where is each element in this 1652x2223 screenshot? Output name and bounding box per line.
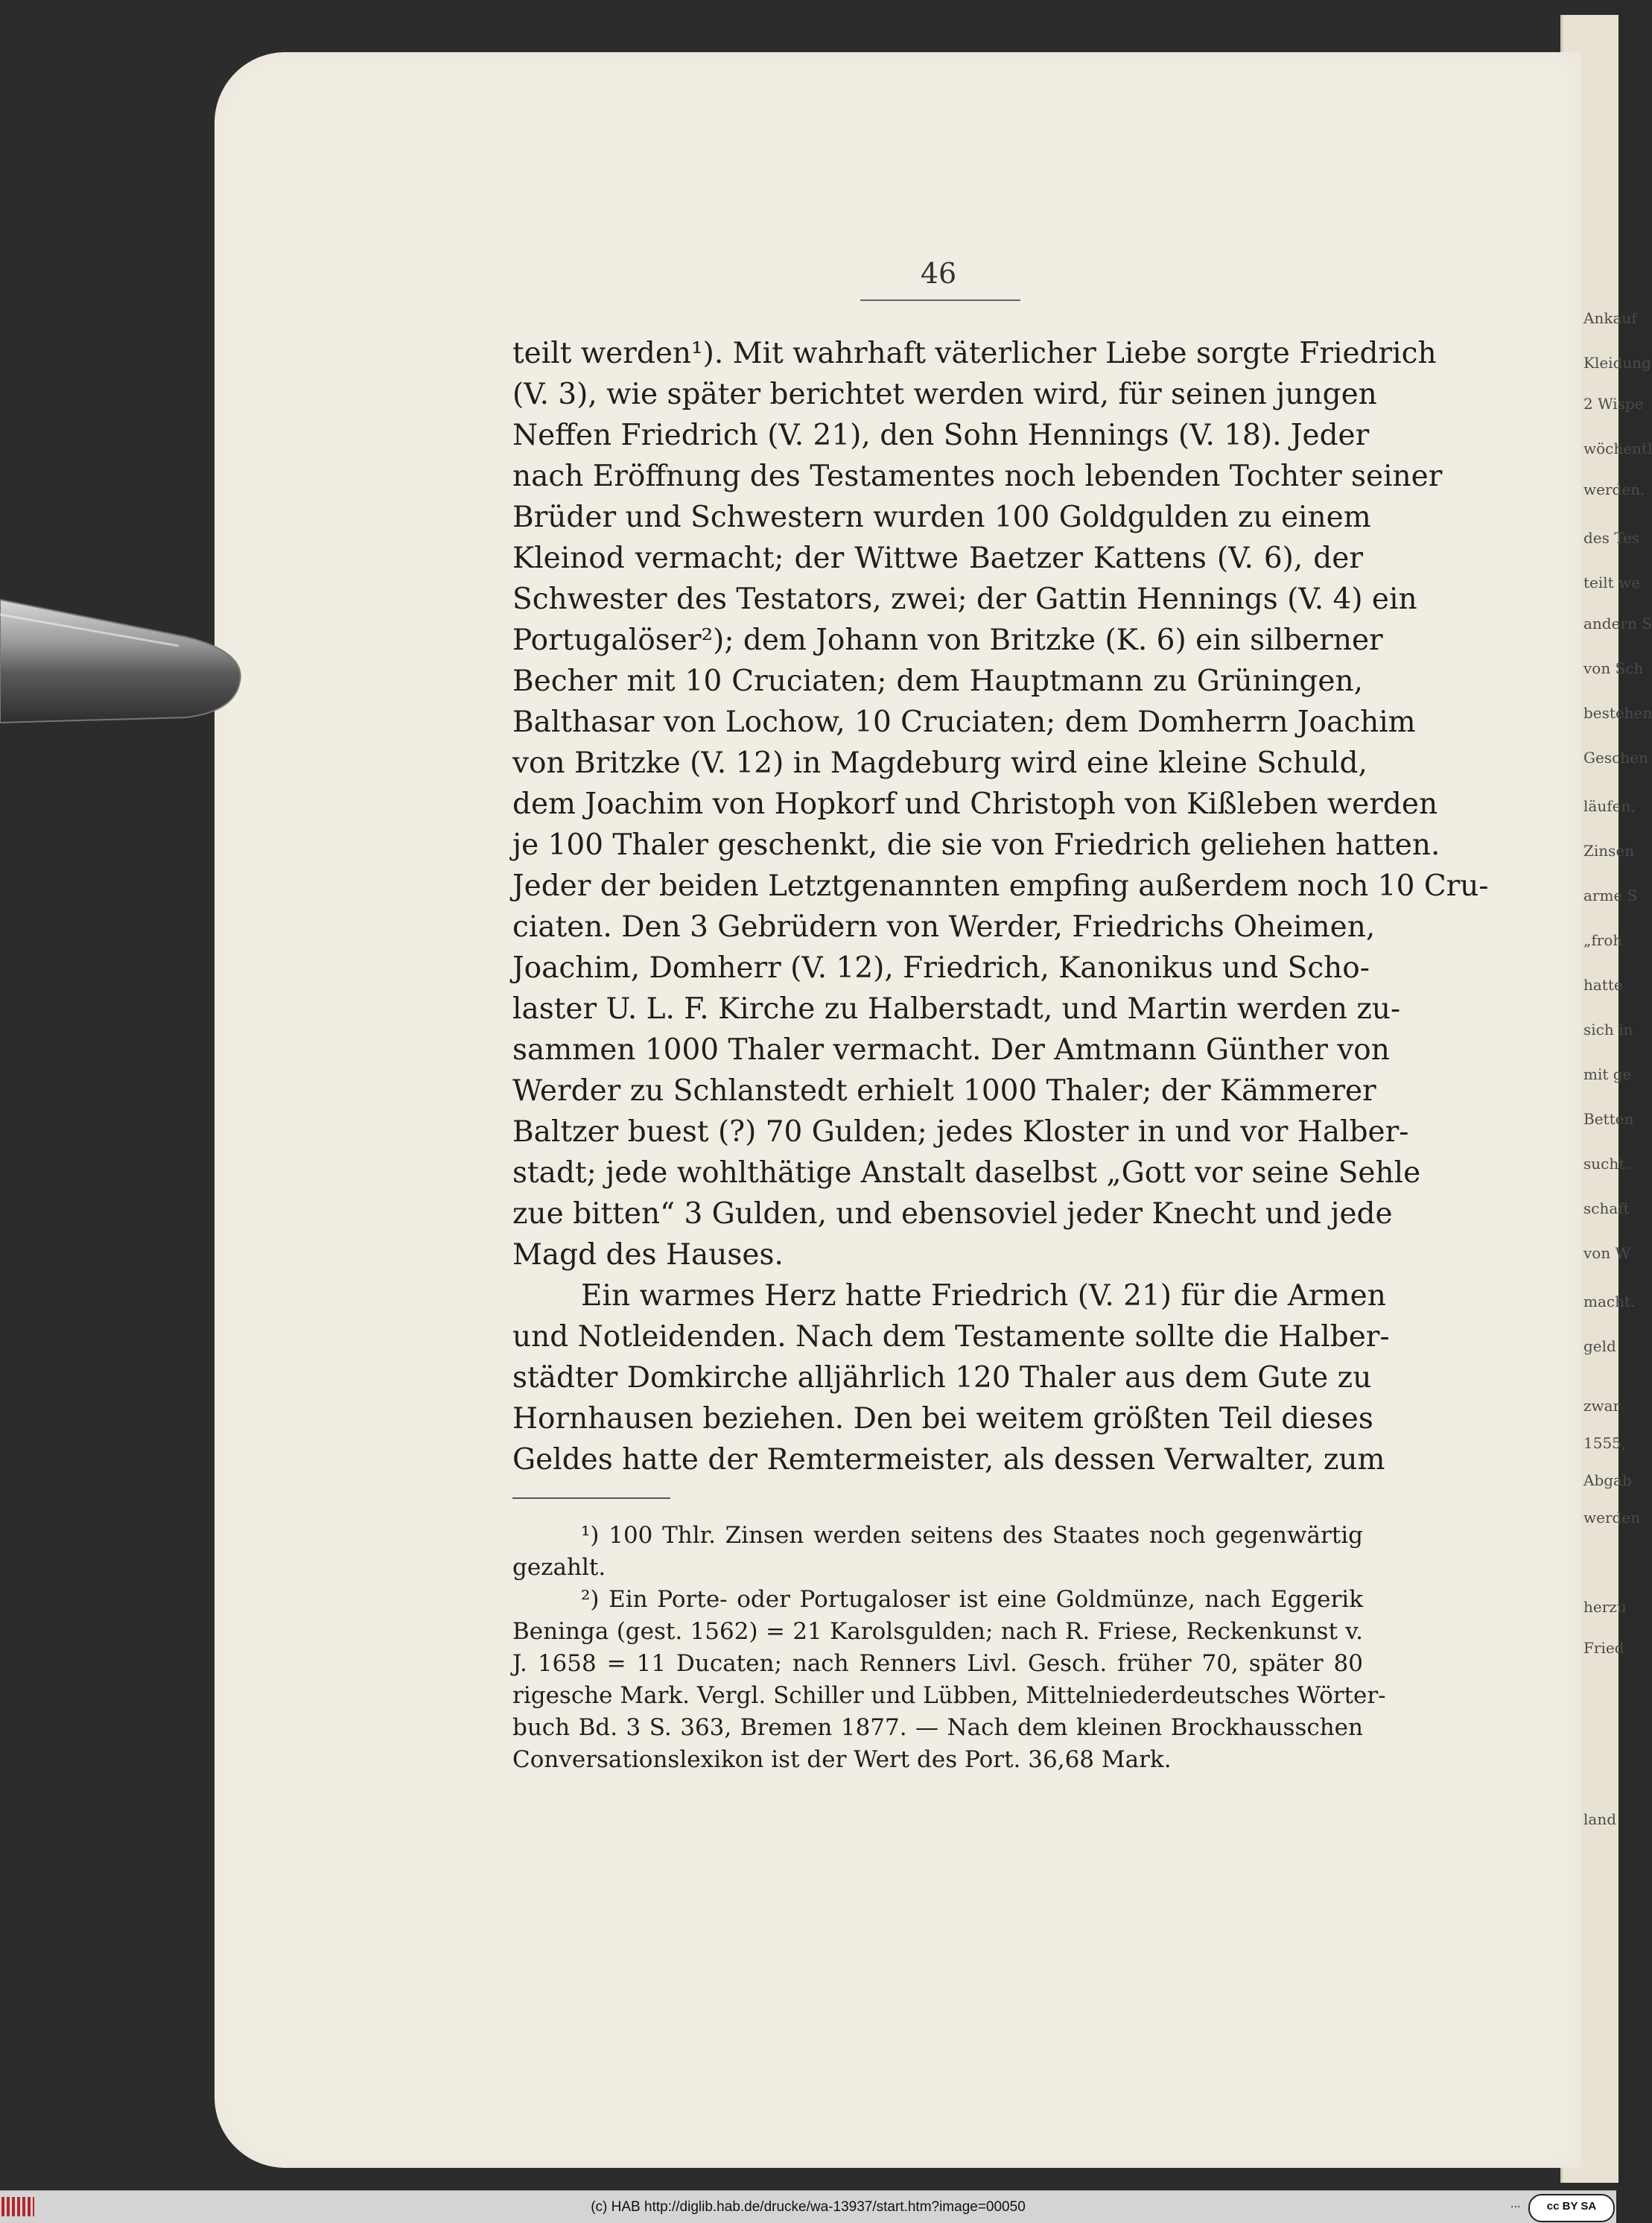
margin-fragment: Betten — [1583, 1110, 1634, 1128]
footnote-line: ¹) 100 Thlr. Zinsen werden seitens des Staates noch gegenwärtig — [581, 1522, 1363, 1549]
text-line: sammen 1000 Thaler vermacht. Der Amtmann Günther von — [512, 1033, 1390, 1067]
footnote-line: gezahlt. — [512, 1554, 606, 1581]
viewer-footer-bar — [0, 2190, 1616, 2223]
margin-fragment: 1555, — [1583, 1434, 1627, 1452]
body-text — [512, 333, 1489, 1480]
margin-fragment: land — [1583, 1810, 1617, 1828]
text-line: Ein warmes Herz hatte Friedrich (V. 21) für die Armen — [581, 1279, 1386, 1313]
text-line: städter Domkirche alljährlich 120 Thaler aus dem Gute zu — [512, 1361, 1372, 1395]
text-line: Becher mit 10 Cruciaten; dem Hauptmann zu Grüningen, — [512, 665, 1363, 698]
margin-fragment: teilt we — [1583, 574, 1641, 592]
footnote-line: rigesche Mark. Vergl. Schiller und Lübben, Mittelniederdeutsches Wörter- — [512, 1682, 1386, 1709]
text-line: Neffen Friedrich (V. 21), den Sohn Hennings (V. 18). Jeder — [512, 419, 1370, 452]
margin-fragment: Ankauf — [1583, 309, 1637, 327]
margin-fragment: von W — [1583, 1244, 1631, 1262]
page-number: 46 — [920, 257, 957, 290]
margin-fragment: arme S — [1583, 887, 1638, 904]
text-line: laster U. L. F. Kirche zu Halberstadt, und Martin werden zu- — [512, 992, 1401, 1026]
margin-fragment: werden — [1583, 1509, 1641, 1526]
margin-fragment: „froh — [1583, 931, 1623, 949]
footnotes — [512, 1520, 1386, 1776]
text-line: Magd des Hauses. — [512, 1238, 784, 1272]
margin-fragment: wöchentl — [1583, 440, 1652, 457]
text-line: nach Eröffnung des Testamentes noch lebenden Tochter seiner — [512, 460, 1443, 493]
text-line: stadt; jede wohlthätige Anstalt daselbst „Gott vor seine Sehle — [512, 1156, 1421, 1190]
text-line: teilt werden¹). Mit wahrhaft väterlicher Liebe sorgte Friedrich — [512, 337, 1437, 370]
margin-fragment: zwar — [1583, 1397, 1621, 1415]
text-line: (V. 3), wie später berichtet werden wird, für seinen jungen — [512, 378, 1377, 411]
margin-fragment: mit ge — [1583, 1065, 1632, 1083]
margin-fragment: 2 Wispe — [1583, 395, 1644, 413]
page-holder-clip — [0, 592, 244, 730]
copyright-link[interactable]: (c) HAB http://diglib.hab.de/drucke/wa-13937/start.htm?image=00050 — [591, 2199, 1026, 2215]
margin-fragment: geld — [1583, 1337, 1616, 1355]
text-line: Balthasar von Lochow, 10 Cruciaten; dem Domherrn Joachim — [512, 705, 1416, 739]
text-line: ciaten. Den 3 Gebrüdern von Werder, Friedrichs Oheimen, — [512, 910, 1376, 944]
footnote-line: ²) Ein Porte- oder Portugaloser ist eine Goldmünze, nach Eggerik — [581, 1586, 1363, 1613]
text-line: Joachim, Domherr (V. 12), Friedrich, Kanonikus und Scho- — [512, 951, 1370, 985]
text-line: zue bitten“ 3 Gulden, und ebensoviel jeder Knecht und jede — [512, 1197, 1393, 1231]
text-line: Schwester des Testators, zwei; der Gattin Hennings (V. 4) ein — [512, 583, 1417, 616]
footnote-line: Conversationslexikon ist der Wert des Port. 36,68 Mark. — [512, 1746, 1172, 1773]
text-line: Jeder der beiden Letztgenannten empfing außerdem noch 10 Cru- — [512, 869, 1489, 903]
margin-fragment: sich in — [1583, 1021, 1633, 1038]
text-line: dem Joachim von Hopkorf und Christoph von Kißleben werden — [512, 787, 1438, 821]
margin-fragment: Fried — [1583, 1639, 1624, 1657]
text-line: von Britzke (V. 12) in Magdeburg wird eine kleine Schuld, — [512, 746, 1367, 780]
margin-fragment: von Sch — [1583, 659, 1644, 677]
footnote-rule — [512, 1497, 670, 1499]
margin-fragment: hatte — [1583, 976, 1623, 994]
margin-fragment: andern S — [1583, 615, 1652, 632]
page-number-rule — [860, 299, 1020, 301]
footnote-line: J. 1658 = 11 Ducaten; nach Renners Livl. Gesch. früher 70, später 80 — [512, 1650, 1363, 1677]
margin-fragment: macht. — [1583, 1293, 1636, 1310]
footnote-line: Beninga (gest. 1562) = 21 Karolsgulden; nach R. Friese, Reckenkunst v. — [512, 1618, 1363, 1645]
cc-license-badge[interactable]: cc BY SA — [1528, 2194, 1615, 2222]
clip-shape — [0, 592, 244, 730]
margin-fragment: schaft — [1583, 1199, 1630, 1217]
more-dots: ... — [1510, 2198, 1521, 2210]
margin-fragment: Geschen — [1583, 749, 1648, 767]
text-line: Werder zu Schlanstedt erhielt 1000 Thaler; der Kämmerer — [512, 1074, 1376, 1108]
margin-fragment: Abgab — [1583, 1471, 1632, 1489]
text-line: Geldes hatte der Remtermeister, als dessen Verwalter, zum — [512, 1443, 1385, 1477]
margin-fragment: bestehen — [1583, 704, 1652, 722]
margin-fragment: werden. — [1583, 481, 1645, 498]
margin-fragment: Kleidung — [1583, 354, 1651, 372]
text-line: Brüder und Schwestern wurden 100 Goldgulden zu einem — [512, 501, 1371, 534]
margin-fragment: läufen, — [1583, 797, 1636, 815]
text-line: Hornhausen beziehen. Den bei weitem größten Teil dieses — [512, 1402, 1373, 1436]
margin-fragment: des Tes — [1583, 529, 1640, 547]
text-line: und Notleidenden. Nach dem Testamente sollte die Halber- — [512, 1320, 1390, 1354]
margin-fragment: Zinsen — [1583, 842, 1635, 860]
margin-fragment: sucht. — [1583, 1155, 1630, 1173]
text-line: je 100 Thaler geschenkt, die sie von Friedrich geliehen hatten. — [512, 828, 1440, 862]
footnote-line: buch Bd. 3 S. 363, Bremen 1877. — Nach dem kleinen Brockhausschen — [512, 1714, 1363, 1741]
text-line: Kleinod vermacht; der Wittwe Baetzer Kattens (V. 6), der — [512, 542, 1363, 575]
text-line: Portugalöser²); dem Johann von Britzke (K. 6) ein silberner — [512, 624, 1383, 657]
text-line: Baltzer buest (?) 70 Gulden; jedes Kloster in und vor Halber- — [512, 1115, 1409, 1149]
margin-fragment: herzu — [1583, 1598, 1627, 1616]
